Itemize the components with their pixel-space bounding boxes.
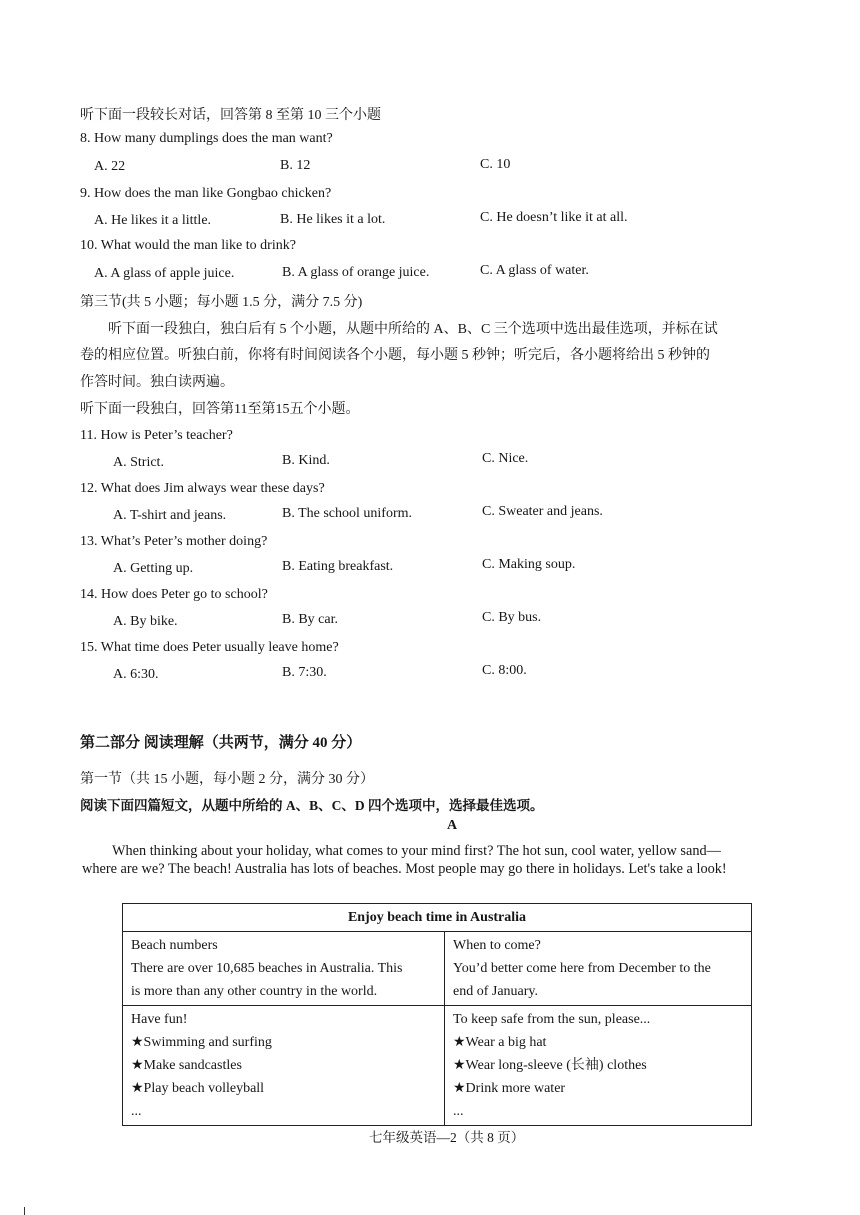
q8-option-b: B. 12: [280, 158, 311, 173]
page-footer: 七年级英语—2（共 8 页）: [369, 1130, 525, 1145]
q10-option-c: C. A glass of water.: [480, 263, 589, 278]
beach-numbers-cell: [123, 932, 445, 1006]
question-10: 10. What would the man like to drink?: [80, 238, 296, 253]
fun-item: ★Play beach volleyball: [131, 1081, 265, 1096]
q14-option-c: C. By bus.: [482, 610, 542, 625]
when-line-2: end of January.: [453, 984, 539, 999]
beach-info-table: [122, 903, 752, 1126]
q9-option-b: B. He likes it a lot.: [280, 212, 386, 227]
scan-edge-mark: [24, 1207, 25, 1215]
q15-option-a: A. 6:30.: [113, 667, 159, 682]
when-to-come-cell: [445, 932, 752, 1006]
part2-title: 第二部分 阅读理解（共两节，满分 40 分）: [80, 735, 362, 751]
beach-numbers-heading: Beach numbers: [131, 938, 218, 953]
fun-item: ★Make sandcastles: [131, 1058, 242, 1073]
q10-option-a: A. A glass of apple juice.: [94, 266, 235, 281]
passage-line-2: where are we? The beach! Australia has lots of beaches. Most people may go there in holidays. Let's take a look!: [82, 861, 727, 877]
q14-option-a: A. By bike.: [113, 614, 178, 629]
q15-option-b: B. 7:30.: [282, 665, 327, 680]
fun-item-ellipsis: ...: [131, 1104, 142, 1119]
q12-option-c: C. Sweater and jeans.: [482, 504, 603, 519]
question-9: 9. How does the man like Gongbao chicken?: [80, 186, 332, 201]
long-dialogue-intro: 听下面一段较长对话，回答第 8 至第 10 三个小题: [80, 108, 381, 123]
question-12: 12. What does Jim always wear these days?: [80, 481, 325, 496]
q13-option-c: C. Making soup.: [482, 557, 576, 572]
have-fun-cell: [123, 1006, 445, 1126]
beach-numbers-line-1: There are over 10,685 beaches in Australia. This: [131, 961, 403, 976]
when-heading: When to come?: [453, 938, 541, 953]
q8-option-c: C. 10: [480, 157, 511, 172]
q9-option-c: C. He doesn’t like it at all.: [480, 210, 628, 225]
q10-option-b: B. A glass of orange juice.: [282, 265, 430, 280]
safe-item: ★Wear long-sleeve (长袖) clothes: [453, 1058, 647, 1073]
part2-section1-instruction: 阅读下面四篇短文，从题中所给的 A、B、C、D 四个选项中，选择最佳选项。: [80, 798, 544, 813]
section3-instruction-line1: 听下面一段独白，独白后有 5 个小题，从题中所给的 A、B、C 三个选项中选出最佳选项，并标在试: [108, 322, 718, 337]
fun-heading: Have fun!: [131, 1012, 188, 1027]
question-11: 11. How is Peter’s teacher?: [80, 428, 233, 443]
q11-option-a: A. Strict.: [113, 455, 164, 470]
question-15: 15. What time does Peter usually leave home?: [80, 640, 339, 655]
q8-option-a: A. 22: [94, 159, 126, 174]
safe-heading: To keep safe from the sun, please...: [453, 1012, 651, 1027]
section3-instruction-line3: 作答时间。独白读两遍。: [80, 375, 234, 390]
q13-option-b: B. Eating breakfast.: [282, 559, 394, 574]
question-8: 8. How many dumplings does the man want?: [80, 131, 333, 146]
q14-option-b: B. By car.: [282, 612, 338, 627]
q12-option-a: A. T-shirt and jeans.: [113, 508, 227, 523]
question-13: 13. What’s Peter’s mother doing?: [80, 534, 268, 549]
passage-line-1: When thinking about your holiday, what comes to your mind first? The hot sun, cool water, yellow sand—: [112, 843, 721, 859]
safe-item: ★Wear a big hat: [453, 1035, 547, 1050]
fun-item: ★Swimming and surfing: [131, 1035, 272, 1050]
part2-section1-title: 第一节（共 15 小题，每小题 2 分，满分 30 分）: [80, 772, 374, 787]
q12-option-b: B. The school uniform.: [282, 506, 413, 521]
passage-letter: A: [447, 818, 458, 833]
safe-item-ellipsis: ...: [453, 1104, 464, 1119]
section3-instruction-line2: 卷的相应位置。听独白前，你将有时间阅读各个小题，每小题 5 秒钟；听完后，各小题将给出 5 秒钟的: [80, 348, 710, 363]
q15-option-c: C. 8:00.: [482, 663, 527, 678]
q13-option-a: A. Getting up.: [113, 561, 194, 576]
beach-numbers-line-2: is more than any other country in the world.: [131, 984, 378, 999]
q11-option-b: B. Kind.: [282, 453, 330, 468]
section3-title: 第三节(共 5 小题；每小题 1.5 分，满分 7.5 分): [80, 295, 363, 310]
q9-option-a: A. He likes it a little.: [94, 213, 212, 228]
question-14: 14. How does Peter go to school?: [80, 587, 268, 602]
when-line-1: You’d better come here from December to the: [453, 961, 711, 976]
keep-safe-cell: [445, 1006, 752, 1126]
table-title: Enjoy beach time in Australia: [123, 904, 752, 932]
section3-intro: 听下面一段独白，回答第11至第15五个小题。: [80, 402, 360, 417]
q11-option-c: C. Nice.: [482, 451, 529, 466]
safe-item: ★Drink more water: [453, 1081, 566, 1096]
